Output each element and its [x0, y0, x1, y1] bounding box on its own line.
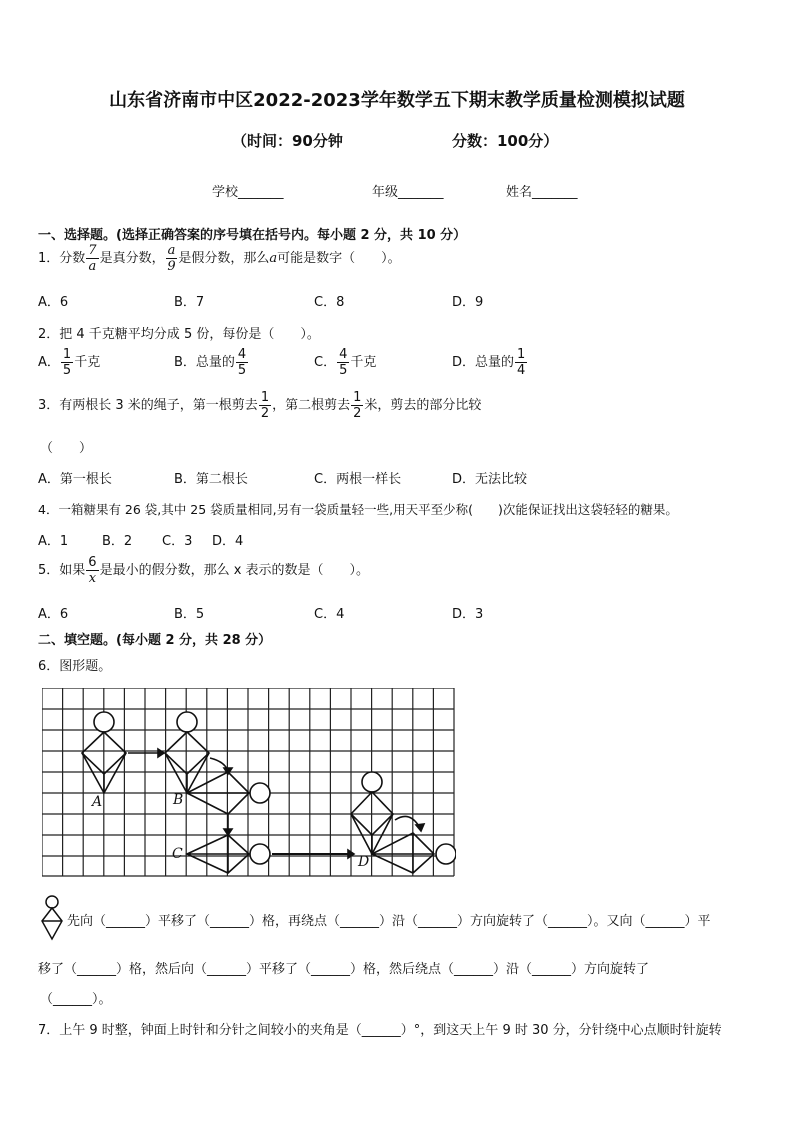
- shape-c: [187, 835, 270, 873]
- q1-option-a: A．6: [38, 295, 69, 310]
- fraction: $\frac{4}{5}$: [237, 347, 247, 378]
- q5-option-c: C．4: [314, 607, 345, 622]
- question-3: 3．有两根长 3 米的绳子，第一根剪去 $\frac{1}{2}$ ，第二根剪去 $\frac{1}{2}$ 米，剪去的部分比较: [38, 390, 482, 421]
- question-2: 2．把 4 千克糖平均分成 5 份，每份是（ ）。: [38, 327, 320, 342]
- question-5: 5．如果 $\frac{6}{x}$ 是最小的假分数，那么 x 表示的数是（ ）。: [38, 555, 370, 586]
- exam-score: 分数：100分）: [452, 132, 559, 150]
- fraction: $\frac{4}{5}$: [339, 347, 348, 378]
- q1-text: 1．分数: [38, 251, 86, 266]
- q1-option-d: D．9: [452, 295, 484, 310]
- q5-option-d: D．3: [452, 607, 484, 622]
- q3-option-b: B．第二根长: [174, 472, 248, 487]
- fraction: $\frac{1}{4}$: [517, 347, 526, 378]
- q1-option-c: C．8: [314, 295, 345, 310]
- name-field[interactable]: 姓名_______: [506, 185, 578, 200]
- q4-option-c: C．3: [162, 534, 193, 549]
- q2-option-d: D．总量的 $\frac{1}{4}$: [452, 347, 526, 378]
- exam-time: （时间：90分钟: [232, 132, 343, 150]
- label-b: B: [173, 792, 184, 808]
- q3-option-a: A．第一根长: [38, 472, 112, 487]
- fraction: $\frac{1}{5}$: [62, 347, 72, 378]
- q1-option-b: B．7: [174, 295, 205, 310]
- q5-option-a: A．6: [38, 607, 69, 622]
- grade-field[interactable]: 年级_______: [372, 185, 444, 200]
- label-c: C: [172, 846, 183, 862]
- grid-figure: [42, 688, 456, 878]
- fraction: $\frac{1}{2}$: [260, 390, 270, 421]
- q2-option-c: C． $\frac{4}{5}$ 千克: [314, 347, 377, 378]
- q6-line-3: （______）。: [40, 992, 112, 1007]
- section-heading-fill: 二、填空题。(每小题 2 分，共 28 分）: [38, 633, 272, 648]
- q5-option-b: B．5: [174, 607, 205, 622]
- label-a: A: [92, 794, 103, 810]
- q2-option-b: B．总量的 $\frac{4}{5}$: [174, 347, 247, 378]
- q6-line-2: 移了（______）格，然后向（______）平移了（______）格，然后绕点（______）沿（______）方向旋转了: [38, 962, 650, 977]
- label-d: D: [358, 854, 370, 870]
- q2-option-a: A． $\frac{1}{5}$ 千克: [38, 347, 101, 378]
- q4-option-b: B．2: [102, 534, 133, 549]
- section-heading-choice: 一、选择题。(选择正确答案的序号填在括号内。每小题 2 分，共 10 分）: [38, 228, 467, 243]
- q6-line-1: 先向（______）平移了（______）格，再绕点（______）沿（______）方向旋转了（______）。又向（______）平: [67, 914, 711, 929]
- fraction: $\frac{a}{9}$: [167, 243, 176, 274]
- question-6: 6．图形题。: [38, 659, 112, 674]
- question-7: 7．上午 9 时整，钟面上时针和分针之间较小的夹角是（______）°，到这天上午 9 时 30 分，分针绕中心点顺时针旋转: [38, 1023, 722, 1038]
- q4-option-a: A．1: [38, 534, 69, 549]
- question-1: 1．分数 $\frac{7}{a}$ 是真分数， $\frac{a}{9}$ 是假分数，那么a可能是数字（ ）。: [38, 243, 401, 274]
- question-4: 4．一箱糖果有 26 袋,其中 25 袋质量相同,另有一袋质量轻一些,用天平至少称( )次能保证找出这袋轻轻的糖果。: [38, 502, 678, 517]
- q3-answer-blank[interactable]: （ ）: [40, 441, 93, 456]
- fraction: $\frac{7}{a}$: [88, 243, 97, 274]
- q3-option-c: C．两根一样长: [314, 472, 402, 487]
- q4-option-d: D．4: [212, 534, 244, 549]
- school-field[interactable]: 学校_______: [212, 185, 284, 200]
- q3-option-d: D．无法比较: [452, 472, 528, 487]
- fraction: $\frac{1}{2}$: [353, 390, 362, 421]
- kite-shape-icon: [39, 895, 65, 941]
- fraction: $\frac{6}{x}$: [88, 555, 97, 586]
- page-title: 山东省济南市中区2022-2023学年数学五下期末教学质量检测模拟试题: [109, 90, 685, 111]
